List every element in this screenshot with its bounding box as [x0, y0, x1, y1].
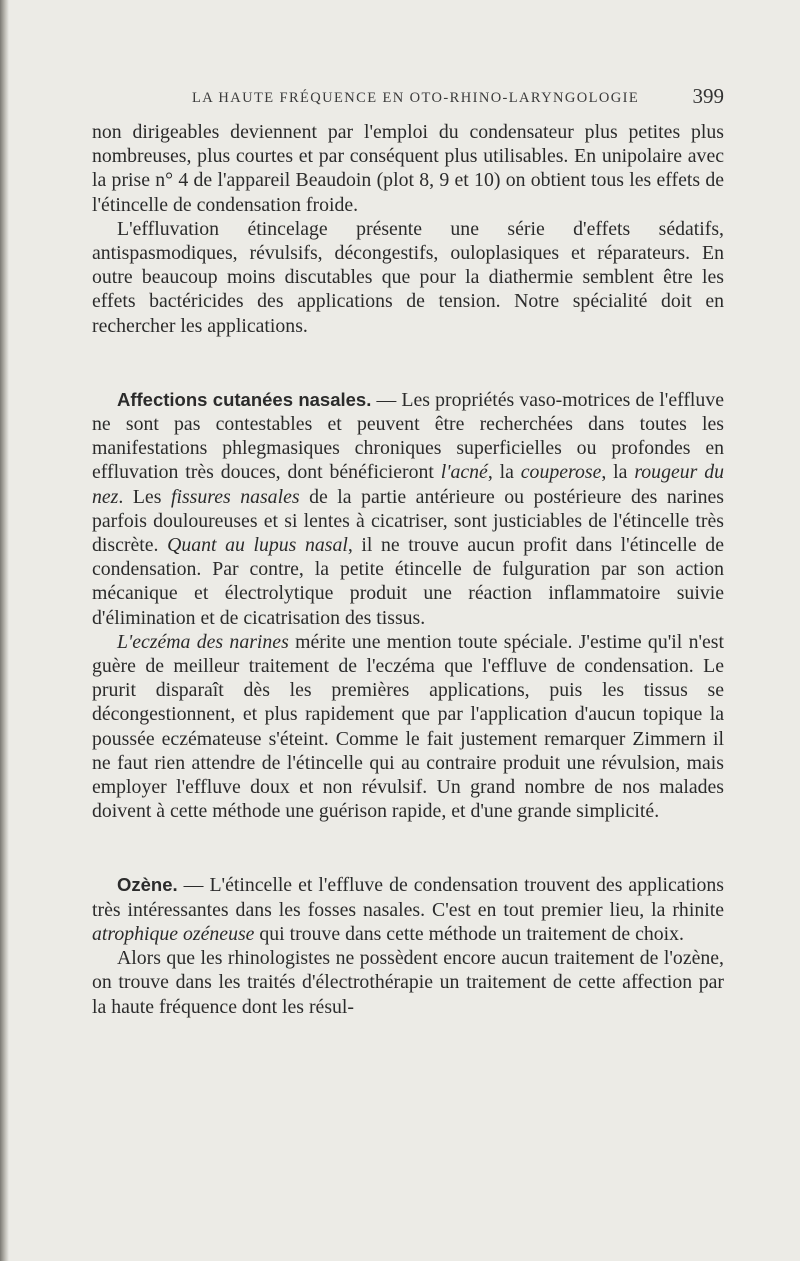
section-spacer: [92, 338, 724, 388]
paragraph-condensateur: non dirigeables deviennent par l'emploi du condensateur plus petites plus nombreuses, plus courtes et par conséquent plus utilisables. En unipolaire avec la prise n° 4 de l'appareil Beaudoin (plot 8, 9 et 10) on obtient tous les effets de l'étincelle de condensation froide.: [92, 121, 724, 216]
italic-fissures: fissures nasales: [170, 485, 300, 508]
italic-eczema: L'eczéma des narines: [117, 630, 289, 653]
text-run: , la: [601, 461, 635, 484]
italic-rougeur: rougeur du nez: [92, 461, 724, 508]
text-run: — L'étincelle et l'effluve de condensation trouvent des applications très intéressantes dans les fosses nasales. C'est en tout premier lieu, la rhinite: [92, 874, 724, 921]
paragraph-effluvation: L'effluvation étincelage présente une série d'effets sédatifs, antispasmodiques, révulsifs, décongestifs, ouloplasiques et réparateurs. En outre beaucoup moins discutables que pour la diathermie semblent être les effets bactéricides des applications de tension. Notre spécialité doit en rechercher les applications.: [92, 217, 724, 337]
paragraph-eczema: [92, 630, 724, 824]
text-run: , la: [487, 461, 521, 484]
paragraph-ozene: [92, 873, 724, 946]
text-run: — Les propriétés vaso-motrices de l'effluve ne sont pas contestables et peuvent être recherchées dans toutes les manifestations phlegmasiques chroniques superficielles ou profondes en effluvation très douces, dont bénéficieront: [92, 388, 724, 484]
page-binding-edge: [0, 0, 9, 1261]
section-spacer: [92, 823, 724, 873]
italic-acne: l'acné: [440, 461, 488, 484]
section-heading-ozene: Ozène.: [117, 874, 178, 896]
text-run: , il ne trouve aucun profit dans l'étincelle de condensation. Par contre, la petite étincelle de fulguration par son action mécanique et électrolytique produit une réaction inflammatoire suivie d'élimination et de cicatrisation des tissus.: [92, 534, 724, 629]
italic-couperose: couperose: [520, 461, 602, 484]
paragraph-rhinologistes: Alors que les rhinologistes ne possèdent encore aucun traitement de l'ozène, on trouve dans les traités d'électrothérapie un traitement de cette affection par la haute fréquence dont les résul-: [92, 947, 724, 1018]
page-header: [92, 86, 724, 120]
book-page: [92, 86, 724, 1019]
text-run: . Les: [118, 485, 171, 508]
paragraph-affections-cutanees: [92, 388, 724, 630]
text-run: mérite une mention toute spéciale. J'estime qu'il n'est guère de meilleur traitement de l'eczéma que l'effluve de condensation. Le prurit disparaît dès les premières applications, puis les tissus se décongestionnent, et plus rapidement que par l'application d'aucun topique la poussée eczémateuse s'éteint. Comme le fait justement remarquer Zimmern il ne faut rien attendre de l'étincelle qui au contraire produit une révulsion, mais employer l'effluve doux et non révulsif. Un grand nombre de nos malades doivent à cette méthode une guérison rapide, et d'une grande simplicité.: [92, 630, 724, 823]
running-title: LA HAUTE FRÉQUENCE EN OTO-RHINO-LARYNGOLOGIE: [192, 90, 640, 106]
italic-atrophique: atrophique ozéneuse: [92, 922, 255, 945]
section-heading-affections-cutanees: Affections cutanées nasales.: [117, 388, 372, 410]
page-number: 399: [692, 84, 724, 108]
italic-lupus: Quant au lupus nasal: [167, 534, 348, 557]
text-run: qui trouve dans cette méthode un traitement de choix.: [254, 922, 684, 945]
text-run: de la partie antérieure ou postérieure des narines parfois douloureuses et si lentes à cicatriser, sont justiciables de l'étincelle très discrète.: [92, 485, 724, 557]
